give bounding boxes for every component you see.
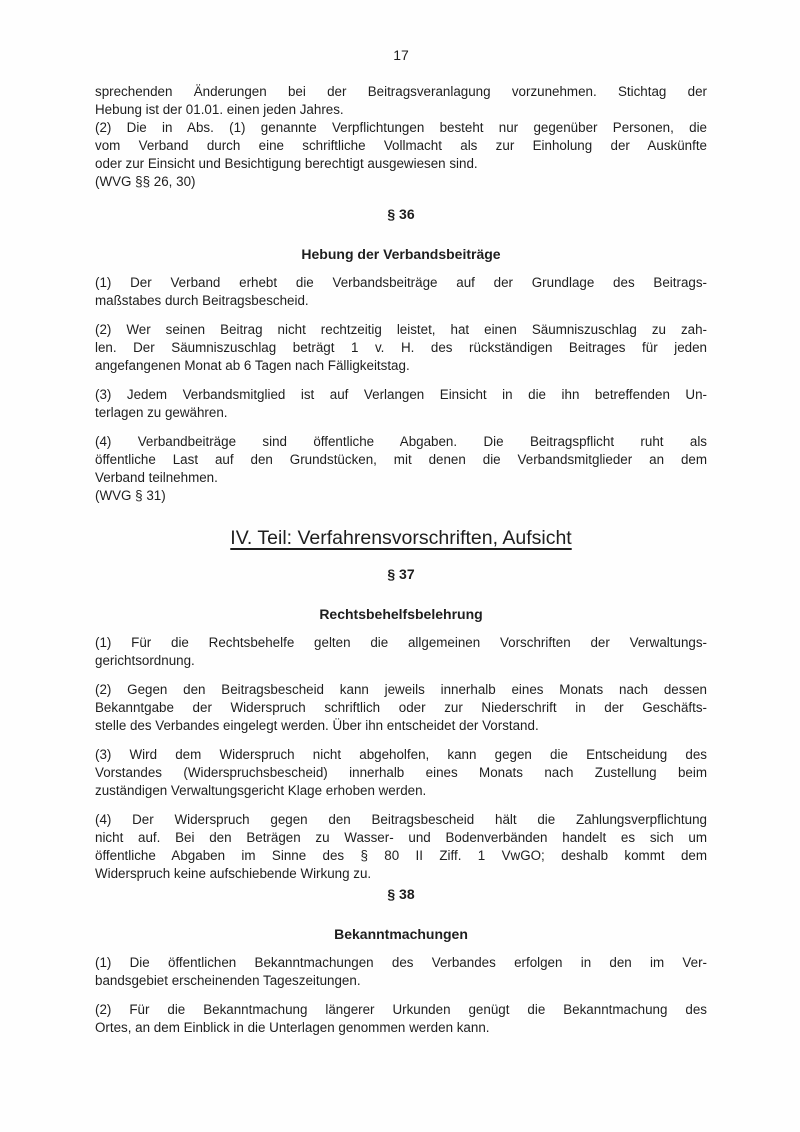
text-line: angefangenen Monat ab 6 Tagen nach Fälligkeitstag.: [95, 358, 410, 373]
text-line: terlagen zu gewähren.: [95, 405, 228, 420]
paragraph: [95, 119, 707, 173]
text-line: Verband teilnehmen.: [95, 470, 218, 485]
text-line: Hebung ist der 01.01. einen jeden Jahres.: [95, 102, 344, 117]
paragraph: [95, 681, 707, 735]
text-line: nicht auf. Bei den Beträgen zu Wasser- und Bodenverbänden handelt es sich um: [95, 830, 707, 845]
text-line: öffentliche Last auf den Grundstücken, mit denen die Verbandsmitglieder an dem: [95, 452, 707, 467]
text-line: (1) Die öffentlichen Bekanntmachungen des Verbandes erfolgen in den im Ver-: [95, 955, 707, 970]
paragraph: [95, 274, 707, 310]
text-line: zuständigen Verwaltungsgericht Klage erhoben werden.: [95, 783, 427, 798]
part-heading: [95, 525, 707, 551]
text-line: (3) Wird dem Widerspruch nicht abgeholfen, kann gegen die Entscheidung des: [95, 747, 707, 762]
text-line: (3) Jedem Verbandsmitglied ist auf Verlangen Einsicht in die ihn betreffenden Un-: [95, 387, 707, 402]
text-line: (2) Wer seinen Beitrag nicht rechtzeitig leistet, hat einen Säumniszuschlag zu zah-: [95, 322, 707, 337]
text-line: bandsgebiet erscheinenden Tageszeitungen.: [95, 973, 361, 988]
text-line: sprechenden Änderungen bei der Beitragsveranlagung vorzunehmen. Stichtag der: [95, 84, 707, 99]
section-title: Rechtsbehelfsbelehrung: [319, 606, 483, 622]
paragraph: [95, 83, 707, 119]
section-heading: § 37: [387, 566, 415, 582]
text-line: (4) Verbandbeiträge sind öffentliche Abgaben. Die Beitragspflicht ruht als: [95, 434, 707, 449]
paragraph: [95, 954, 707, 990]
paragraph: [95, 386, 707, 422]
part-heading-text: IV. Teil: Verfahrensvorschriften, Aufsicht: [230, 527, 572, 549]
text-line: Widerspruch keine aufschiebende Wirkung zu.: [95, 866, 372, 881]
text-line: maßstabes durch Beitragsbescheid.: [95, 293, 309, 308]
section-heading: § 38: [387, 886, 415, 902]
text-line: (2) Gegen den Beitragsbescheid kann jeweils innerhalb eines Monats nach dessen: [95, 682, 707, 697]
text-line: gerichtsordnung.: [95, 653, 195, 668]
page-number: 17: [393, 47, 409, 63]
section-title: Bekanntmachungen: [334, 926, 468, 942]
document-body: [95, 83, 707, 1037]
section-heading: § 36: [387, 206, 415, 222]
page-content: [95, 46, 707, 1037]
text-line: Vorstandes (Widerspruchsbescheid) innerhalb eines Monats nach Zustellung beim: [95, 765, 707, 780]
text-line: stelle des Verbandes eingelegt werden. Über ihn entscheidet der Vorstand.: [95, 718, 539, 733]
text-line: öffentliche Abgaben im Sinne des § 80 II Ziff. 1 VwGO; deshalb kommt dem: [95, 848, 707, 863]
paragraph: [95, 811, 707, 883]
paragraph: [95, 634, 707, 670]
paragraph: [95, 321, 707, 375]
statute-reference: (WVG §§ 26, 30): [95, 174, 196, 189]
paragraph: [95, 746, 707, 800]
text-line: (2) Die in Abs. (1) genannte Verpflichtungen besteht nur gegenüber Personen, die: [95, 120, 707, 135]
text-line: (1) Der Verband erhebt die Verbandsbeiträge auf der Grundlage des Beitrags-: [95, 275, 707, 290]
text-line: (1) Für die Rechtsbehelfe gelten die allgemeinen Vorschriften der Verwaltungs-: [95, 635, 707, 650]
paragraph: [95, 1001, 707, 1037]
text-line: Ortes, an dem Einblick in die Unterlagen genommen werden kann.: [95, 1020, 490, 1035]
text-line: len. Der Säumniszuschlag beträgt 1 v. H. des rückständigen Beitrages für jeden: [95, 340, 707, 355]
text-line: (2) Für die Bekanntmachung längerer Urkunden genügt die Bekanntmachung des: [95, 1002, 707, 1017]
text-line: vom Verband durch eine schriftliche Vollmacht als zur Einholung der Auskünfte: [95, 138, 707, 153]
section-title: Hebung der Verbandsbeiträge: [301, 246, 501, 262]
statute-reference: (WVG § 31): [95, 488, 166, 503]
paragraph: [95, 433, 707, 487]
text-line: Bekanntgabe der Widerspruch schriftlich oder zur Niederschrift in der Geschäfts-: [95, 700, 707, 715]
text-line: oder zur Einsicht und Besichtigung berechtigt ausgewiesen sind.: [95, 156, 478, 171]
text-line: (4) Der Widerspruch gegen den Beitragsbescheid hält die Zahlungsverpflichtung: [95, 812, 707, 827]
